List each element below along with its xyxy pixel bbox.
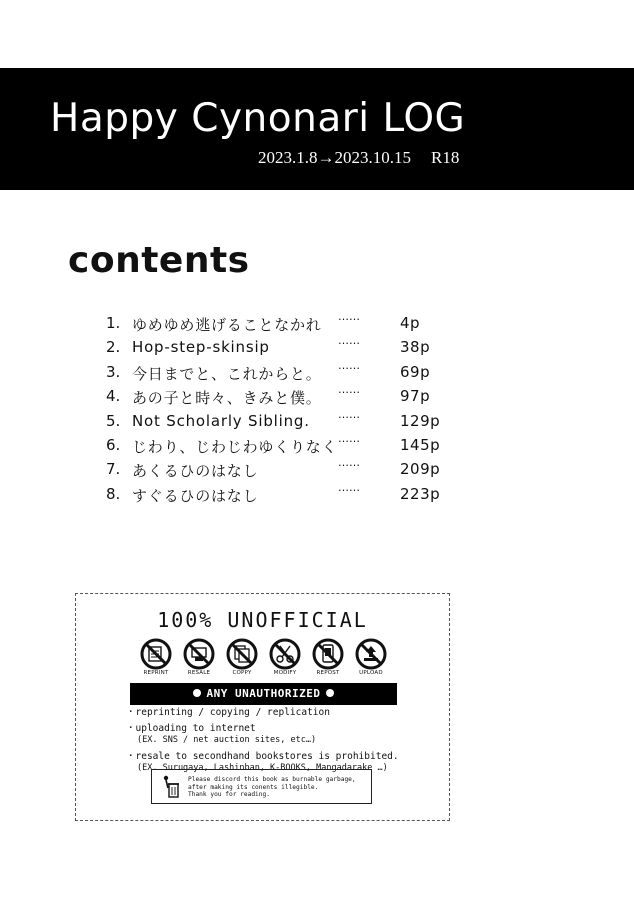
rule-uploading bbox=[126, 723, 399, 746]
toc-leader: …… bbox=[338, 358, 360, 372]
toc-number: 5. bbox=[106, 411, 121, 430]
prohibition-item bbox=[349, 638, 393, 676]
toc-leader: …… bbox=[338, 480, 360, 494]
rule-uploading-examples: (EX. SNS / net auction sites, etc…) bbox=[137, 735, 317, 745]
banner-text: ANY UNAUTHORIZED bbox=[206, 687, 321, 700]
toc-title: じわり、じわじわゆくりなく bbox=[132, 437, 338, 456]
toc-item bbox=[106, 431, 466, 458]
no-copy-icon bbox=[226, 638, 258, 670]
toc-title: あくるひのはなし bbox=[132, 462, 259, 481]
discard-line: after making its conents illegible. bbox=[188, 783, 319, 791]
toc-title: Not Scholarly Sibling. bbox=[132, 411, 310, 430]
discard-line: Thank you for reading. bbox=[188, 791, 270, 798]
toc-title: すぐるひのはなし bbox=[132, 486, 259, 505]
toc-item bbox=[106, 336, 466, 360]
prohibition-item bbox=[177, 638, 221, 676]
no-resale-icon bbox=[183, 638, 215, 670]
toc-title: 今日までと、これからと。 bbox=[132, 364, 322, 383]
prohibition-item bbox=[220, 638, 264, 676]
rule-uploading-text: ・uploading to internet bbox=[126, 723, 256, 734]
toc-page: 145p bbox=[400, 435, 441, 454]
toc-page: 97p bbox=[400, 387, 431, 406]
unauthorized-banner bbox=[130, 683, 397, 705]
rule-reprinting: ・reprinting / copying / replication bbox=[126, 707, 330, 718]
title-banner bbox=[0, 68, 634, 190]
book-title: Happy Cynonari LOG bbox=[50, 96, 466, 141]
no-repost-icon bbox=[312, 638, 344, 670]
prohibition-item bbox=[306, 638, 350, 676]
bullet-dot bbox=[193, 689, 201, 697]
toc-leader: …… bbox=[338, 334, 360, 348]
no-upload-icon bbox=[355, 638, 387, 670]
toc-title: Hop-step-skinsip bbox=[132, 338, 270, 357]
prohibition-label: REPRINT bbox=[143, 670, 169, 676]
rule-resale-examples: (EX. Surugaya, Lashinban, K-BOOKS, Mangadarake …) bbox=[137, 763, 388, 773]
book-subtitle bbox=[258, 148, 459, 168]
prohibition-label: MODIFY bbox=[273, 670, 297, 676]
trash-can-icon bbox=[160, 775, 180, 799]
toc-item bbox=[106, 458, 466, 482]
toc-title: あの子と時々、きみと僕。 bbox=[132, 389, 322, 408]
toc-page: 38p bbox=[400, 338, 431, 357]
notice-headline: 100% UNOFFICIAL bbox=[157, 608, 368, 632]
toc-item bbox=[106, 407, 466, 434]
toc-page: 129p bbox=[400, 411, 441, 430]
discard-line: Please discord this book as burnable garbage, bbox=[188, 776, 356, 783]
rule-resale-text: ・resale to secondhand bookstores is prohibited. bbox=[126, 751, 399, 762]
toc-leader: …… bbox=[338, 431, 360, 445]
toc-page: 69p bbox=[400, 362, 431, 381]
toc-item bbox=[106, 358, 466, 385]
no-reprint-icon bbox=[140, 638, 172, 670]
date-range: 2023.1.8→2023.10.15 bbox=[258, 148, 411, 167]
toc-number: 4. bbox=[106, 387, 121, 406]
toc-page: 4p bbox=[400, 314, 421, 332]
toc-leader: …… bbox=[338, 383, 360, 397]
toc-page: 223p bbox=[400, 484, 441, 503]
toc-leader: …… bbox=[338, 407, 360, 421]
bullet-dot bbox=[326, 689, 334, 697]
prohibition-label: RESALE bbox=[187, 670, 211, 676]
toc-number: 2. bbox=[106, 338, 121, 357]
prohibition-label: UPLOAD bbox=[359, 670, 383, 676]
toc-leader: …… bbox=[338, 456, 360, 470]
no-modify-icon bbox=[269, 638, 301, 670]
discard-text bbox=[188, 776, 356, 799]
prohibition-icons bbox=[134, 638, 394, 676]
toc-page: 209p bbox=[400, 460, 441, 479]
prohibition-label: REPOST bbox=[316, 670, 340, 676]
age-rating: R18 bbox=[431, 148, 460, 167]
toc-item bbox=[106, 312, 466, 336]
contents-heading: contents bbox=[68, 240, 250, 281]
unofficial-notice-box bbox=[75, 593, 450, 821]
prohibition-item bbox=[134, 638, 178, 676]
toc-number: 6. bbox=[106, 435, 121, 454]
table-of-contents bbox=[106, 312, 466, 507]
prohibition-label: COPPY bbox=[232, 670, 252, 676]
toc-item bbox=[106, 385, 466, 409]
toc-number: 8. bbox=[106, 484, 121, 503]
discard-notice bbox=[151, 769, 372, 804]
prohibition-item bbox=[263, 638, 307, 676]
toc-number: 1. bbox=[106, 314, 121, 332]
toc-number: 3. bbox=[106, 362, 121, 381]
toc-item bbox=[106, 480, 466, 507]
toc-number: 7. bbox=[106, 460, 121, 479]
toc-title: ゆめゆめ逃げることなかれ bbox=[132, 316, 322, 334]
toc-leader: …… bbox=[338, 310, 360, 323]
